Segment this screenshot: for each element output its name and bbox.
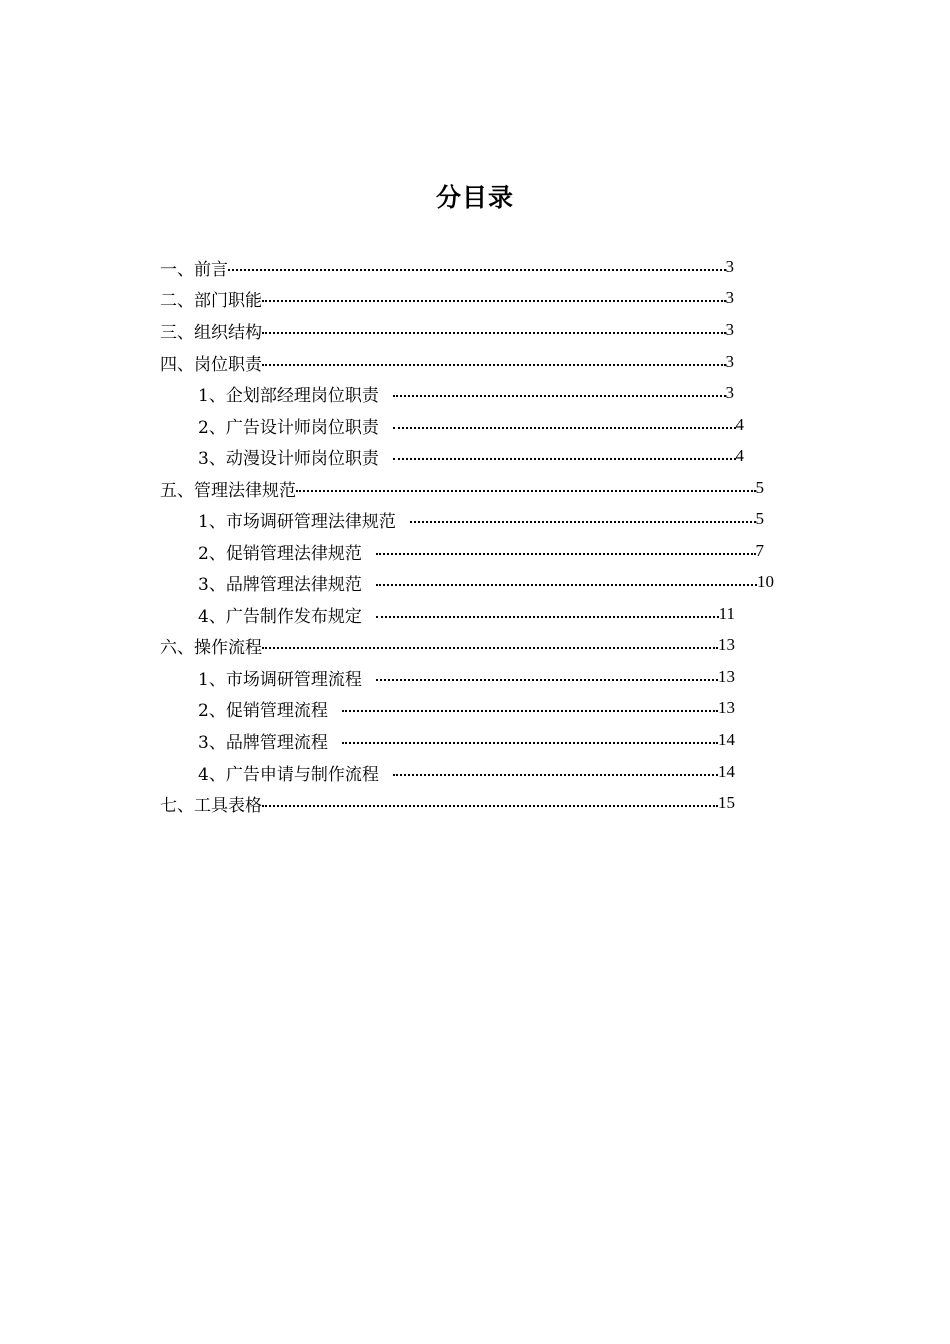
dot-leader — [296, 473, 756, 503]
dot-leader — [393, 757, 718, 787]
toc-entry[interactable] — [198, 567, 774, 597]
toc-entry[interactable] — [160, 788, 735, 818]
dot-leader — [376, 599, 719, 629]
toc-entry-page: 14 — [718, 762, 735, 781]
toc-entry-label: 五、管理法律规范 — [160, 480, 296, 501]
dot-leader — [262, 347, 726, 377]
toc-entry[interactable] — [160, 252, 734, 282]
toc-entry-label: 2、促销管理流程 — [198, 700, 328, 721]
toc-entry-page: 13 — [718, 667, 735, 686]
toc-entry[interactable] — [160, 347, 734, 377]
toc-entry-page: 3 — [725, 383, 734, 402]
dot-leader — [262, 283, 726, 313]
dot-leader — [262, 315, 726, 345]
toc-entry-label: 四、岗位职责 — [160, 354, 262, 375]
toc-entry-label: 3、品牌管理法律规范 — [198, 574, 362, 595]
toc-entry-page: 13 — [718, 698, 735, 717]
toc-entry-label: 1、企划部经理岗位职责 — [198, 385, 379, 406]
toc-entry[interactable] — [198, 757, 735, 787]
toc-entry[interactable] — [198, 441, 744, 471]
toc-entry-label: 3、品牌管理流程 — [198, 732, 328, 753]
toc-entry[interactable] — [198, 693, 735, 723]
toc-entry[interactable] — [160, 630, 735, 660]
toc-entry[interactable] — [198, 378, 734, 408]
toc-entry-label: 1、市场调研管理法律规范 — [198, 511, 396, 532]
toc-entry[interactable] — [198, 725, 735, 755]
toc-entry-label: 2、促销管理法律规范 — [198, 543, 362, 564]
toc-entry[interactable] — [160, 315, 734, 345]
toc-entry-page: 14 — [718, 730, 735, 749]
toc-entry[interactable] — [198, 599, 735, 629]
toc-entry[interactable] — [160, 473, 764, 503]
toc-entry-page: 4 — [735, 446, 744, 465]
toc-entry-label: 六、操作流程 — [160, 637, 262, 658]
dot-leader — [262, 630, 718, 660]
dot-leader — [376, 662, 718, 692]
toc-entry-label: 三、组织结构 — [160, 322, 262, 343]
toc-entry[interactable] — [198, 410, 744, 440]
toc-entry-page: 3 — [725, 352, 734, 371]
toc-entry-label: 七、工具表格 — [160, 795, 262, 816]
dot-leader — [376, 567, 757, 597]
toc-entry-label: 二、部门职能 — [160, 290, 262, 311]
toc-entry[interactable] — [198, 536, 764, 566]
toc-entry-page: 15 — [718, 793, 735, 812]
dot-leader — [262, 788, 718, 818]
dot-leader — [342, 693, 718, 723]
toc-entry[interactable] — [160, 283, 734, 313]
toc-entry-label: 2、广告设计师岗位职责 — [198, 417, 379, 438]
toc-entry[interactable] — [198, 504, 764, 534]
toc-entry-page: 5 — [755, 509, 764, 528]
dot-leader — [393, 378, 726, 408]
toc-entry-page: 5 — [755, 478, 764, 497]
dot-leader — [393, 441, 736, 471]
toc-entry-page: 7 — [755, 541, 764, 560]
dot-leader — [342, 725, 718, 755]
toc-entry-page: 11 — [718, 604, 735, 623]
toc-entry-page: 3 — [725, 320, 734, 339]
toc-entry-page: 10 — [757, 572, 774, 591]
toc-entry[interactable] — [198, 662, 735, 692]
toc-entry-page: 4 — [735, 415, 744, 434]
toc-entry-label: 4、广告申请与制作流程 — [198, 764, 379, 785]
dot-leader — [393, 410, 736, 440]
toc-entry-label: 4、广告制作发布规定 — [198, 606, 362, 627]
toc-entry-label: 一、前言 — [160, 259, 228, 280]
toc-entry-page: 3 — [725, 257, 734, 276]
dot-leader — [228, 252, 726, 282]
dot-leader — [376, 536, 756, 566]
toc-entry-page: 13 — [718, 635, 735, 654]
toc-entry-label: 3、动漫设计师岗位职责 — [198, 448, 379, 469]
toc-entry-page: 3 — [725, 288, 734, 307]
dot-leader — [410, 504, 756, 534]
page-title: 分目录 — [435, 183, 514, 212]
toc-entry-label: 1、市场调研管理流程 — [198, 669, 362, 690]
